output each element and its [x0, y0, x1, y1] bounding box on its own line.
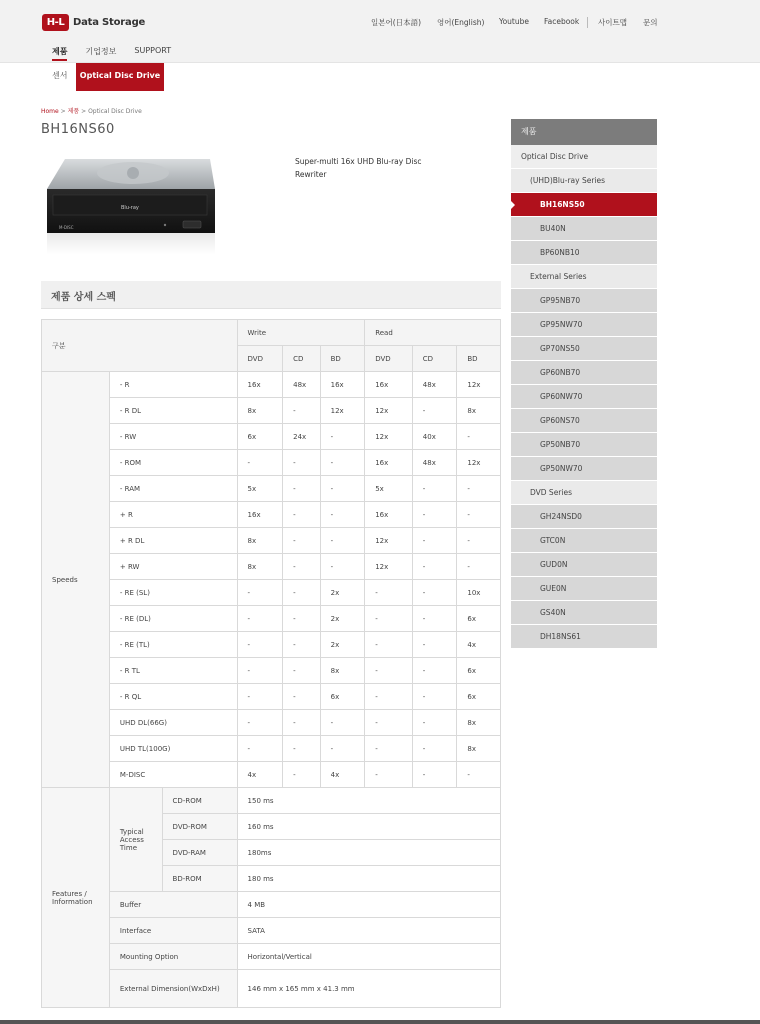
spec-speed-value: - [283, 528, 320, 554]
nav-products[interactable]: 제품 [52, 46, 67, 61]
spec-speed-value: - [412, 762, 457, 788]
link-contact[interactable]: 문의 [643, 18, 658, 27]
spec-speed-value: - [283, 710, 320, 736]
spec-speed-label: + R [109, 502, 237, 528]
spec-speed-value: - [412, 554, 457, 580]
spec-speed-value: 12x [457, 450, 501, 476]
spec-speed-label: - RW [109, 424, 237, 450]
spec-speed-value: - [320, 736, 365, 762]
spec-speed-value: 6x [457, 684, 501, 710]
spec-speed-row [42, 684, 501, 710]
spec-speed-value: - [283, 684, 320, 710]
spec-speed-row [42, 528, 501, 554]
spec-format-header: BD [320, 346, 365, 372]
spec-speed-value: - [237, 580, 283, 606]
breadcrumb-separator: > [81, 108, 87, 115]
spec-speed-value: - [412, 710, 457, 736]
sidebar-item-bu40n[interactable]: BU40N [511, 217, 657, 241]
spec-speed-row [42, 762, 501, 788]
spec-speed-value: 2x [320, 632, 365, 658]
spec-speed-value: - [283, 736, 320, 762]
spec-speed-value: - [457, 424, 501, 450]
spec-speed-value: - [320, 450, 365, 476]
sidebar-item-gtc0n[interactable]: GTC0N [511, 529, 657, 553]
spec-speed-label: - R TL [109, 658, 237, 684]
spec-group-features: Features / Information [42, 788, 110, 1008]
spec-speed-value: - [237, 632, 283, 658]
spec-speed-value: - [457, 502, 501, 528]
spec-speed-value: 8x [457, 736, 501, 762]
spec-speed-value: - [412, 476, 457, 502]
spec-speed-value: 10x [457, 580, 501, 606]
spec-speed-value: - [283, 476, 320, 502]
spec-speed-value: 12x [365, 554, 413, 580]
spec-speed-value: - [365, 710, 413, 736]
sidebar-item-optical-disc-drive[interactable]: Optical Disc Drive [511, 145, 657, 169]
breadcrumb [41, 106, 142, 115]
spec-speed-value: 16x [320, 372, 365, 398]
spec-feature-label: Interface [109, 918, 237, 944]
sidebar-item-gh24nsd0[interactable]: GH24NSD0 [511, 505, 657, 529]
link-youtube[interactable]: Youtube [499, 17, 529, 26]
spec-speed-row [42, 502, 501, 528]
spec-speed-value: 6x [237, 424, 283, 450]
spec-speed-value: 48x [412, 372, 457, 398]
spec-speed-value: - [365, 736, 413, 762]
spec-speed-row [42, 450, 501, 476]
sidebar-item-gp70ns50[interactable]: GP70NS50 [511, 337, 657, 361]
spec-speed-value: 12x [365, 424, 413, 450]
spec-speed-value: 12x [365, 528, 413, 554]
spec-speed-value: - [412, 606, 457, 632]
utility-links [0, 17, 760, 31]
spec-access-label: BD-ROM [162, 866, 237, 892]
spec-speed-value: - [320, 502, 365, 528]
sidebar-item-gue0n[interactable]: GUE0N [511, 577, 657, 601]
spec-speed-row [42, 554, 501, 580]
spec-speed-value: 8x [237, 528, 283, 554]
spec-speed-value: - [283, 658, 320, 684]
spec-header-read: Read [365, 320, 501, 346]
spec-speed-row [42, 606, 501, 632]
sidebar-item-uhd-blu-ray-series[interactable]: (UHD)Blu-ray Series [511, 169, 657, 193]
sidebar-item-gp50nw70[interactable]: GP50NW70 [511, 457, 657, 481]
spec-speed-row [42, 710, 501, 736]
spec-speed-value: 2x [320, 580, 365, 606]
spec-speed-value: - [457, 476, 501, 502]
spec-speed-value: 16x [237, 372, 283, 398]
spec-speed-value: - [365, 684, 413, 710]
link-sitemap[interactable]: 사이트맵 [598, 18, 627, 27]
spec-speed-value: - [237, 736, 283, 762]
spec-speed-label: UHD TL(100G) [109, 736, 237, 762]
sidebar-item-gp50nb70[interactable]: GP50NB70 [511, 433, 657, 457]
top-header [0, 0, 760, 63]
sidebar-item-gs40n[interactable]: GS40N [511, 601, 657, 625]
spec-speed-value: - [365, 606, 413, 632]
spec-speed-value: 2x [320, 606, 365, 632]
sidebar-item-gp95nb70[interactable]: GP95NB70 [511, 289, 657, 313]
spec-speed-value: 12x [320, 398, 365, 424]
spec-speed-value: - [283, 554, 320, 580]
spec-speed-value: 48x [412, 450, 457, 476]
spec-speed-value: 16x [365, 450, 413, 476]
link-divider [587, 17, 588, 28]
breadcrumb-current: Optical Disc Drive [88, 108, 142, 115]
spec-speed-label: + R DL [109, 528, 237, 554]
spec-format-header: DVD [237, 346, 283, 372]
spec-speed-value: 6x [457, 606, 501, 632]
subnav-sensor[interactable]: 센서 [52, 71, 68, 80]
spec-access-value: 150 ms [237, 788, 500, 814]
spec-feature-value: SATA [237, 918, 500, 944]
spec-header-label: 구분 [42, 320, 238, 372]
spec-speed-value: 4x [320, 762, 365, 788]
spec-speed-value: 5x [365, 476, 413, 502]
spec-speed-row [42, 736, 501, 762]
spec-speed-row [42, 658, 501, 684]
spec-speed-label: - ROM [109, 450, 237, 476]
link-english[interactable]: 영어(English) [437, 18, 485, 27]
spec-speed-value: 8x [237, 554, 283, 580]
spec-speed-value: 16x [237, 502, 283, 528]
product-image-brand-label: M-DISC [59, 225, 74, 230]
spec-speed-value: - [283, 762, 320, 788]
spec-speed-value: - [412, 736, 457, 762]
spec-speed-value: 4x [457, 632, 501, 658]
spec-speed-value: - [457, 554, 501, 580]
spec-format-header: CD [412, 346, 457, 372]
spec-speed-value: - [412, 580, 457, 606]
link-japanese[interactable]: 일본어(日本語) [371, 18, 422, 27]
spec-speed-label: - R DL [109, 398, 237, 424]
spec-access-value: 180ms [237, 840, 500, 866]
sidebar-list [511, 145, 657, 649]
spec-speed-value: - [237, 710, 283, 736]
breadcrumb-products[interactable]: 제품 [67, 108, 80, 115]
spec-access-label: DVD-RAM [162, 840, 237, 866]
spec-speed-value: 8x [457, 398, 501, 424]
spec-section-title: 제품 상세 스펙 [51, 292, 116, 303]
spec-speed-value: 16x [365, 502, 413, 528]
spec-speed-value: 24x [283, 424, 320, 450]
spec-feature-row [42, 970, 501, 1008]
nav-support[interactable]: SUPPORT [134, 46, 172, 55]
spec-speed-value: - [412, 398, 457, 424]
spec-speed-value: - [412, 632, 457, 658]
spec-speed-value: - [237, 658, 283, 684]
spec-speed-row [42, 476, 501, 502]
sidebar-item-external-series[interactable]: External Series [511, 265, 657, 289]
spec-feature-label: Mounting Option [109, 944, 237, 970]
spec-speed-value: - [320, 528, 365, 554]
spec-speed-label: - RAM [109, 476, 237, 502]
sidebar-item-gp60nb70[interactable]: GP60NB70 [511, 361, 657, 385]
spec-speed-value: - [237, 606, 283, 632]
spec-speed-value: 6x [457, 658, 501, 684]
spec-feature-value: 4 MB [237, 892, 500, 918]
spec-speed-value: 8x [320, 658, 365, 684]
product-image [45, 157, 215, 257]
spec-access-label: CD-ROM [162, 788, 237, 814]
product-image-format-label: Blu-ray [121, 205, 139, 211]
spec-speed-value: 40x [412, 424, 457, 450]
spec-speed-value: 8x [237, 398, 283, 424]
spec-speed-label: - R QL [109, 684, 237, 710]
spec-group-speeds: Speeds [42, 372, 110, 788]
spec-feature-row [42, 944, 501, 970]
spec-feature-row [42, 892, 501, 918]
spec-speed-value: - [412, 528, 457, 554]
spec-speed-value: - [283, 502, 320, 528]
spec-speed-label: UHD DL(66G) [109, 710, 237, 736]
spec-speed-value: 8x [457, 710, 501, 736]
spec-speed-row [42, 580, 501, 606]
spec-speed-value: - [283, 580, 320, 606]
spec-access-time-label: Typical Access Time [109, 788, 162, 892]
spec-speed-value: - [457, 528, 501, 554]
spec-speed-value: - [412, 684, 457, 710]
sidebar-header: 제품 [511, 119, 657, 145]
spec-format-header: DVD [365, 346, 413, 372]
logo-mark: H-L [42, 14, 69, 31]
breadcrumb-separator: > [60, 108, 66, 115]
spec-access-row [42, 788, 501, 814]
spec-speed-value: - [457, 762, 501, 788]
subnav-optical-disc-drive[interactable]: Optical Disc Drive [76, 63, 164, 91]
nav-company[interactable]: 기업정보 [85, 47, 117, 56]
product-sidebar [511, 119, 657, 649]
spec-speed-value: 16x [365, 372, 413, 398]
spec-table [41, 319, 501, 1008]
spec-speed-value: - [320, 710, 365, 736]
spec-speed-value: - [365, 632, 413, 658]
spec-speed-label: - RE (TL) [109, 632, 237, 658]
spec-speed-value: - [283, 632, 320, 658]
spec-access-label: DVD-ROM [162, 814, 237, 840]
spec-format-header: BD [457, 346, 501, 372]
spec-speed-label: + RW [109, 554, 237, 580]
spec-feature-label: External Dimension(WxDxH) [109, 970, 237, 1008]
spec-access-value: 160 ms [237, 814, 500, 840]
main-nav [52, 46, 189, 61]
spec-speed-value: - [412, 502, 457, 528]
spec-speed-value: 4x [237, 762, 283, 788]
spec-speed-value: - [320, 554, 365, 580]
sub-nav [0, 63, 760, 91]
sidebar-item-gp95nw70[interactable]: GP95NW70 [511, 313, 657, 337]
spec-speed-value: - [365, 762, 413, 788]
spec-feature-value: Horizontal/Vertical [237, 944, 500, 970]
spec-speed-row [42, 398, 501, 424]
footer-divider [0, 1020, 760, 1024]
spec-speed-value: - [320, 424, 365, 450]
spec-speed-value: - [237, 450, 283, 476]
spec-speed-value: 6x [320, 684, 365, 710]
spec-format-header: CD [283, 346, 320, 372]
sidebar-item-dh18ns61[interactable]: DH18NS61 [511, 625, 657, 649]
sidebar-item-gud0n[interactable]: GUD0N [511, 553, 657, 577]
breadcrumb-home[interactable]: Home [41, 108, 59, 115]
spec-speed-row [42, 372, 501, 398]
spec-speed-value: - [237, 684, 283, 710]
spec-speed-label: - RE (SL) [109, 580, 237, 606]
spec-speed-value: - [283, 606, 320, 632]
link-facebook[interactable]: Facebook [544, 17, 580, 26]
spec-access-value: 180 ms [237, 866, 500, 892]
spec-speed-value: - [283, 398, 320, 424]
spec-feature-value: 146 mm x 165 mm x 41.3 mm [237, 970, 500, 1008]
spec-speed-value: - [283, 450, 320, 476]
spec-speed-label: - RE (DL) [109, 606, 237, 632]
spec-speed-value: 12x [365, 398, 413, 424]
logo-text: Data Storage [73, 16, 146, 28]
spec-section-header [41, 281, 501, 309]
spec-feature-label: Buffer [109, 892, 237, 918]
sidebar-item-gp60ns70[interactable]: GP60NS70 [511, 409, 657, 433]
spec-speed-value: - [412, 658, 457, 684]
spec-header-write: Write [237, 320, 365, 346]
spec-speed-value: - [365, 658, 413, 684]
sidebar-item-gp60nw70[interactable]: GP60NW70 [511, 385, 657, 409]
spec-speed-label: M-DISC [109, 762, 237, 788]
product-title: BH16NS60 [41, 122, 115, 137]
spec-feature-row [42, 918, 501, 944]
product-description: Super-multi 16x UHD Blu-ray Disc Rewriter [295, 157, 422, 179]
spec-speed-value: 48x [283, 372, 320, 398]
spec-speed-value: 12x [457, 372, 501, 398]
sidebar-item-bp60nb10[interactable]: BP60NB10 [511, 241, 657, 265]
spec-speed-row [42, 424, 501, 450]
spec-speed-value: - [365, 580, 413, 606]
sidebar-item-bh16ns50[interactable]: BH16NS50 [511, 193, 657, 217]
spec-speed-label: - R [109, 372, 237, 398]
spec-speed-value: - [320, 476, 365, 502]
sidebar-item-dvd-series[interactable]: DVD Series [511, 481, 657, 505]
spec-speed-row [42, 632, 501, 658]
spec-speed-value: 5x [237, 476, 283, 502]
